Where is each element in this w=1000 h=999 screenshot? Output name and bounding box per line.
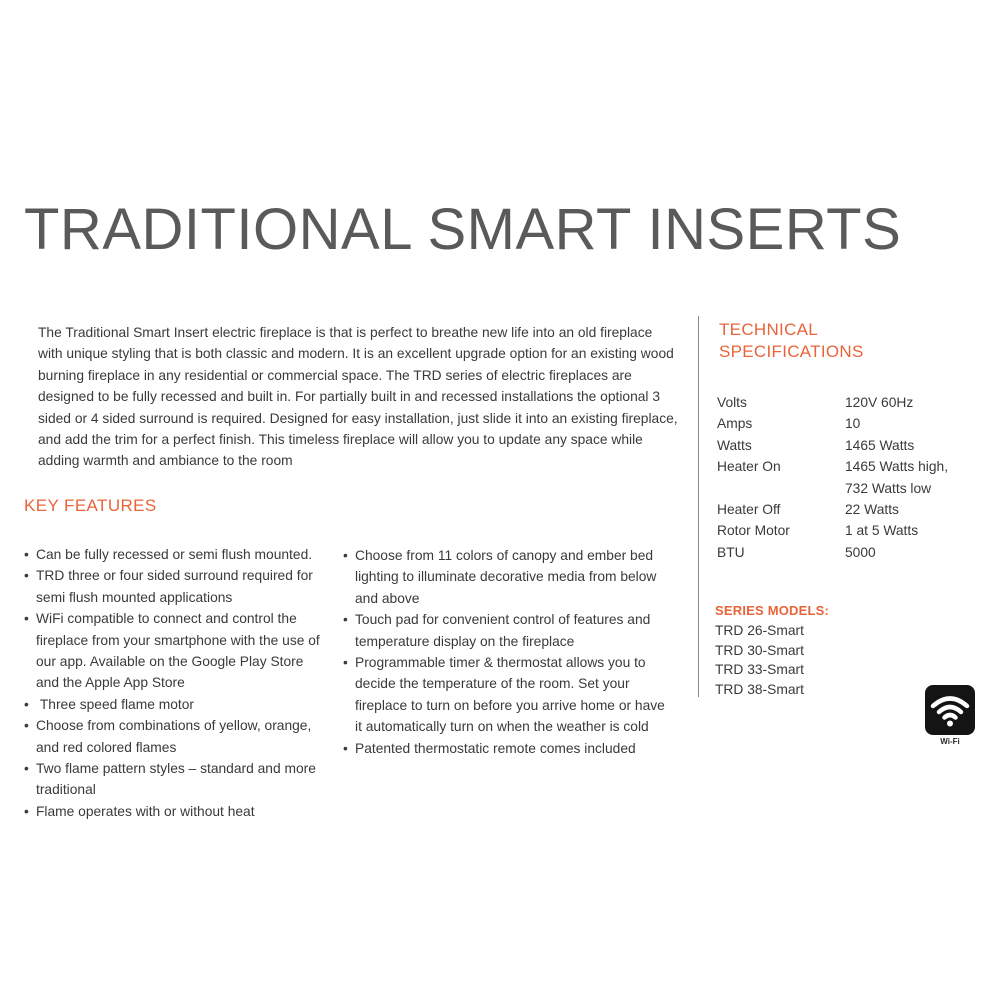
section-divider xyxy=(698,316,699,697)
series-models-list xyxy=(715,621,804,699)
wifi-icon xyxy=(925,685,975,735)
spec-label: Rotor Motor xyxy=(717,523,790,539)
bullet-icon: • xyxy=(24,547,29,562)
spec-label: Volts xyxy=(717,395,747,410)
list-item: • Touch pad for convenient control of features and temperature display on the fireplace xyxy=(343,609,673,652)
spec-value: 120V 60Hz xyxy=(845,395,914,410)
list-item: • Flame operates with or without heat xyxy=(24,801,324,822)
spec-label: Watts xyxy=(717,437,752,453)
bullet-icon: • xyxy=(343,548,348,563)
spec-value: 1465 Watts xyxy=(845,437,915,453)
spec-value: 10 xyxy=(845,416,861,432)
list-item: TRD 30-Smart xyxy=(715,642,804,658)
spec-label: Heater Off xyxy=(717,502,781,518)
bullet-icon: • xyxy=(24,568,29,584)
table-row xyxy=(717,520,985,541)
list-item: • Choose from 11 colors of canopy and ember bed lighting to illuminate decorative media from below and above xyxy=(343,545,673,609)
table-row xyxy=(717,456,985,499)
table-row xyxy=(717,542,985,563)
list-item: • TRD three or four sided surround required for semi flush mounted applications xyxy=(24,565,324,608)
table-row xyxy=(717,435,985,456)
key-features-heading: KEY FEATURES xyxy=(24,496,157,515)
list-item: • Two flame pattern styles – standard and more traditional xyxy=(24,758,324,801)
series-models-heading: SERIES MODELS: xyxy=(715,603,830,618)
spec-value: 1465 Watts high, 732 Watts low xyxy=(845,459,949,496)
list-item: TRD 38-Smart xyxy=(715,681,804,697)
wifi-badge xyxy=(925,685,975,735)
list-item: • Programmable timer & thermostat allows you to decide the temperature of the room. Set your fireplace to turn on before you arrive home or have it automatically turn on when the weather is cold xyxy=(343,652,673,738)
page-title: TRADITIONAL SMART INSERTS xyxy=(24,197,902,262)
list-item: • Three speed flame motor xyxy=(24,694,324,715)
bullet-icon: • xyxy=(24,611,29,627)
technical-specifications-heading: TECHNICAL SPECIFICATIONS xyxy=(719,320,864,361)
wifi-label: Wi-Fi xyxy=(940,737,960,746)
spec-value: 22 Watts xyxy=(845,502,899,518)
bullet-icon: • xyxy=(343,655,348,671)
bullet-icon: • xyxy=(343,740,348,756)
table-row xyxy=(717,392,985,413)
bullet-icon: • xyxy=(24,696,29,712)
key-features-list-right xyxy=(343,545,673,759)
spec-value: 1 at 5 Watts xyxy=(845,523,919,539)
spec-value: 5000 xyxy=(845,544,876,560)
specs-table xyxy=(717,392,985,563)
spec-label: Heater On xyxy=(717,459,781,475)
list-item: • WiFi compatible to connect and control the fireplace from your smartphone with the use of our app. Available on the Google Play Store and the Apple App Store xyxy=(24,608,324,694)
table-row xyxy=(717,499,985,520)
key-features-list-left xyxy=(24,544,324,822)
intro-paragraph: The Traditional Smart Insert electric fireplace is that is perfect to breathe new life into an old fireplace with unique styling that is both classic and modern. It is an excellent upgrade option for an existing wood burning fireplace in any residential or commercial space. The TRD series of electric fireplaces are designed to be fully recessed and built in. For partially built in and recessed installations the optional 3 sided or 4 sided surround is required. Designed for easy installation, just slide it into an existing fireplace, and add the trim for a perfect finish. This timeless fireplace will allow you to update any space while adding warmth and ambiance to the room xyxy=(38,325,678,469)
list-item: • Choose from combinations of yellow, orange, and red colored flames xyxy=(24,715,324,758)
table-row xyxy=(717,413,985,434)
bullet-icon: • xyxy=(343,612,348,628)
spec-label: Amps xyxy=(717,416,753,432)
list-item: TRD 33-Smart xyxy=(715,662,804,678)
list-item: • Can be fully recessed or semi flush mounted. xyxy=(24,544,324,565)
bullet-icon: • xyxy=(24,718,29,734)
bullet-icon: • xyxy=(24,761,29,777)
spec-label: BTU xyxy=(717,544,745,560)
bullet-icon: • xyxy=(24,803,29,819)
list-item: • Patented thermostatic remote comes included xyxy=(343,738,673,759)
list-item: TRD 26-Smart xyxy=(715,623,804,638)
